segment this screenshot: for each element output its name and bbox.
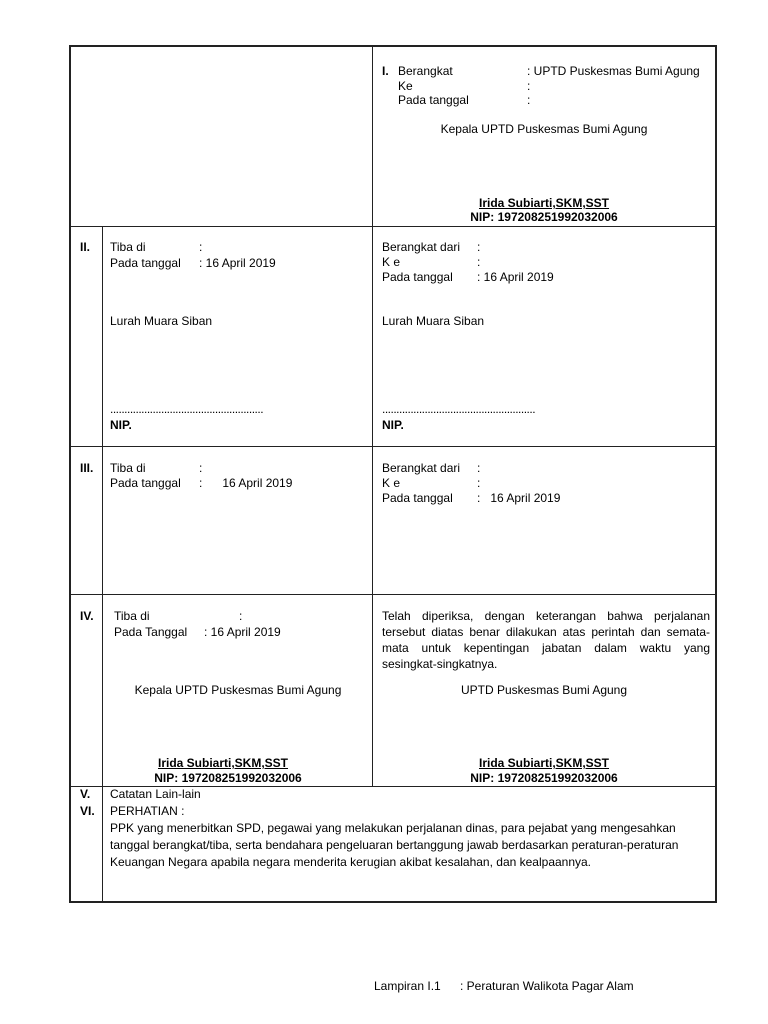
signature-line: ...................................................... xyxy=(110,402,264,416)
middle-column-divider xyxy=(372,46,373,786)
pada-tanggal-value: : 16 April 2019 xyxy=(204,625,281,639)
pada-tanggal-label: Pada Tanggal xyxy=(114,625,188,639)
catatan-label: Catatan Lain-lain xyxy=(110,787,201,801)
row-divider-2 xyxy=(70,446,716,447)
section-6-number: VI. xyxy=(80,804,95,818)
number-column-divider xyxy=(102,226,103,902)
official-title: UPTD Puskesmas Bumi Agung xyxy=(460,683,628,697)
section-1-number: I. xyxy=(382,64,389,78)
ke-value: : xyxy=(477,476,481,490)
section-2-number: II. xyxy=(80,240,91,254)
pada-tanggal-label: Pada tanggal xyxy=(398,93,469,107)
pada-tanggal-value: : 16 April 2019 xyxy=(199,256,276,270)
signer-nip: NIP: 197208251992032006 xyxy=(470,771,618,785)
pada-tanggal-value: : 16 April 2019 xyxy=(477,491,561,505)
berangkat-label: Berangkat xyxy=(398,64,453,78)
signer-name: Irida Subiarti,SKM,SST xyxy=(478,196,610,210)
tiba-di-value: : xyxy=(199,461,203,475)
pada-tanggal-label: Pada tanggal xyxy=(382,270,453,284)
pada-tanggal-value: : 16 April 2019 xyxy=(199,476,293,490)
ke-value: : xyxy=(477,255,481,269)
berangkat-dari-value: : xyxy=(477,461,481,475)
verification-statement: Telah diperiksa, dengan keterangan bahwa perjalanan tersebut diatas benar dilakukan atas perintah dan semata-mata untuk kepentingan jabatan dalam waktu yang sesingkat-singkatnya. xyxy=(382,609,710,671)
ke-label: Ke xyxy=(398,79,413,93)
signer-nip: NIP: 197208251992032006 xyxy=(470,210,618,224)
berangkat-dari-value: : xyxy=(477,240,481,254)
nip-label: NIP. xyxy=(110,418,132,432)
pada-tanggal-label: Pada tanggal xyxy=(110,256,181,270)
signature-line: ...................................................... xyxy=(382,402,536,416)
perhatian-heading: PERHATIAN : xyxy=(110,804,185,818)
pada-tanggal-label: Pada tanggal xyxy=(110,476,181,490)
section-4-number: IV. xyxy=(80,609,94,623)
pada-tanggal-value: : xyxy=(527,93,531,107)
section-3-number: III. xyxy=(80,461,94,475)
ke-label: K e xyxy=(382,255,401,269)
berangkat-dari-label: Berangkat dari xyxy=(382,461,461,475)
signer-name: Irida Subiarti,SKM,SST xyxy=(478,756,610,770)
nip-label: NIP. xyxy=(382,418,404,432)
official-title: Lurah Muara Siban xyxy=(110,314,213,328)
table-border-top xyxy=(69,45,717,47)
perhatian-body: PPK yang menerbitkan SPD, pegawai yang melakukan perjalanan dinas, para pejabat yang mengesahkan tanggal berangkat/tiba, serta bendahara pengeluaran bertanggung jawab berdasarkan peraturan-peraturan Keuangan Negara apabila negara menderita kerugian akibat kesalahan, dan kealpaannya. xyxy=(110,821,679,869)
official-title: Lurah Muara Siban xyxy=(382,314,485,328)
tiba-di-label: Tiba di xyxy=(110,240,146,254)
table-border-bottom xyxy=(69,901,717,903)
section-5-number: V. xyxy=(80,787,91,801)
pada-tanggal-value: : 16 April 2019 xyxy=(477,270,554,284)
berangkat-value: : UPTD Puskesmas Bumi Agung xyxy=(527,64,700,78)
tiba-di-value: : xyxy=(199,240,203,254)
signer-name: Irida Subiarti,SKM,SST xyxy=(157,756,289,770)
pada-tanggal-label: Pada tanggal xyxy=(382,491,453,505)
row-divider-1 xyxy=(70,226,716,227)
ke-value: : xyxy=(527,79,531,93)
official-title: Kepala UPTD Puskesmas Bumi Agung xyxy=(440,122,648,136)
official-title: Kepala UPTD Puskesmas Bumi Agung xyxy=(134,683,342,697)
footer-value: : Peraturan Walikota Pagar Alam xyxy=(460,979,634,993)
footer-label: Lampiran I.1 xyxy=(374,979,441,993)
signer-nip: NIP: 197208251992032006 xyxy=(154,771,302,785)
table-border-left xyxy=(69,45,71,903)
tiba-di-value: : xyxy=(239,609,243,623)
tiba-di-label: Tiba di xyxy=(110,461,146,475)
tiba-di-label: Tiba di xyxy=(114,609,150,623)
row-divider-3 xyxy=(70,594,716,595)
berangkat-dari-label: Berangkat dari xyxy=(382,240,461,254)
ke-label: K e xyxy=(382,476,401,490)
